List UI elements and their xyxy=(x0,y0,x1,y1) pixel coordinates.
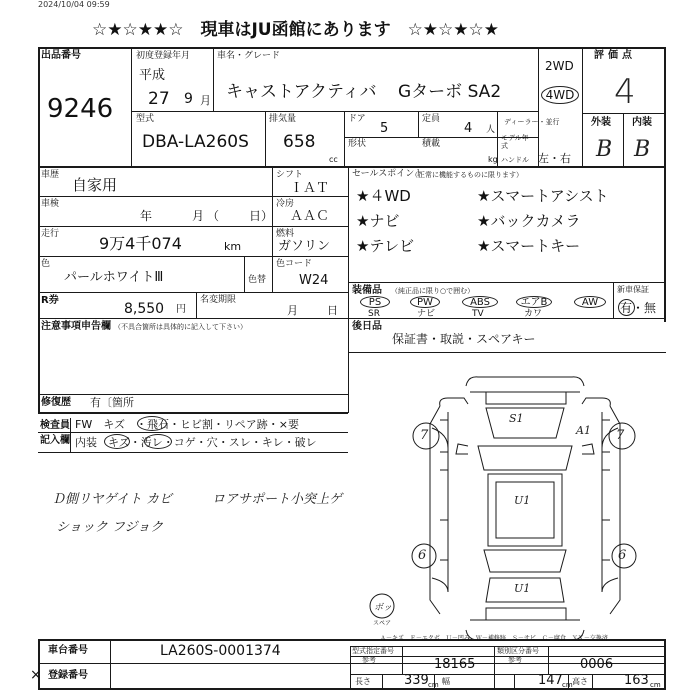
sales-point-5: ★テレビ xyxy=(356,237,415,255)
banner-text: ☆★☆★★☆ 現車はJU函館にあります ☆★☆★☆★ xyxy=(92,20,500,40)
sales-point-4: ★バックカメラ xyxy=(477,212,581,230)
first-reg-year: 27 xyxy=(148,89,170,109)
equip-navi: ナビ xyxy=(417,309,436,319)
first-reg-month: 9 xyxy=(184,91,193,107)
equip-airbag: エアB xyxy=(516,296,552,308)
type-cert-ref: 参考 xyxy=(362,656,376,664)
repair-label: 修復歴 xyxy=(41,397,71,408)
damage-mark-u1-roof: U1 xyxy=(514,494,531,507)
repair-value: 有〔箇所 xyxy=(90,396,134,409)
notes-sub: （不具合箇所は具体的に記入して下さい） xyxy=(114,323,247,331)
sales-point-1: ★４WD xyxy=(356,187,411,205)
first-reg-era: 平成 xyxy=(139,68,166,83)
shift-value: ＩＡＴ xyxy=(290,181,330,196)
load-label: 積載 xyxy=(422,139,441,149)
capacity-value: 4 xyxy=(464,121,473,136)
name-change-label: 名変期限 xyxy=(200,295,237,305)
sales-point-2: ★スマートアシスト xyxy=(477,187,609,205)
first-reg-month-unit: 月 xyxy=(200,94,211,107)
load-unit: kg xyxy=(488,155,498,164)
exterior-label: 外装 xyxy=(591,117,611,128)
check-label-2: 記入欄 xyxy=(40,435,70,446)
length-label: 長さ xyxy=(355,677,371,686)
check-row-exterior: FW キズ ・飛石・ヒビ割・リペア跡・×要 xyxy=(75,418,299,431)
width-unit: cm xyxy=(562,681,573,689)
sales-point-3: ★ナビ xyxy=(356,212,400,230)
new-car-warranty-value: 有・無 xyxy=(620,301,657,315)
equip-pw: PW xyxy=(410,296,440,308)
length-unit: cm xyxy=(428,681,439,689)
sales-points-label: セールスポイント xyxy=(352,169,424,179)
shape-label: 形状 xyxy=(348,139,367,149)
color-label: 色 xyxy=(41,259,51,269)
damage-mark-a1: A1 xyxy=(576,424,591,437)
inspection-label: 車検 xyxy=(41,199,60,209)
category-value: 0006 xyxy=(580,657,614,672)
inspection-month: 月 xyxy=(192,209,205,223)
fuel-value: ガソリン xyxy=(278,239,331,254)
inspection-day: 日） xyxy=(249,209,274,223)
equip-leather: カワ xyxy=(524,309,543,319)
height-unit: cm xyxy=(650,681,661,689)
inspection-year: 年 xyxy=(140,209,153,223)
equip-abs: ABS xyxy=(462,296,498,308)
later-items-value: 保証書・取説・スペアキー xyxy=(392,332,536,346)
chassis-label: 車台番号 xyxy=(48,645,88,656)
model-code: DBA-LA260S xyxy=(142,132,249,152)
check-row-interior: 内装 キズ・汚レ・コゲ・穴・スレ・キレ・破レ xyxy=(75,436,317,449)
handle-label: ハンドル xyxy=(501,156,529,164)
damage-mark-6-left: 6 xyxy=(418,548,427,563)
interior-label: 内装 xyxy=(632,117,652,128)
equip-sr: SR xyxy=(368,309,380,319)
category-ref: 参考 xyxy=(508,656,522,664)
damage-mark-u1-rear: U1 xyxy=(514,582,531,595)
color-code-value: W24 xyxy=(299,273,329,288)
category-label: 類別区分番号 xyxy=(497,647,539,655)
rating-label: 評価点 xyxy=(594,50,636,61)
damage-mark-7-left: 7 xyxy=(420,428,429,443)
footer-x-mark: × xyxy=(30,667,42,683)
color-code-label: 色コード xyxy=(276,259,313,269)
width-value: 147 xyxy=(538,673,563,688)
handwritten-note-2: ロアサポート小突上ゲ xyxy=(212,492,343,507)
sales-points-note: （正常に機能するものに限ります） xyxy=(411,171,523,179)
mileage-label: 走行 xyxy=(41,229,60,239)
spare-tire-mark: ボッ xyxy=(374,603,393,613)
recycle-label: R券 xyxy=(41,295,59,306)
lot-label: 出品番号 xyxy=(41,50,81,61)
equip-ps: PS xyxy=(360,296,390,308)
drive-4wd-circled: 4WD xyxy=(541,86,579,104)
new-car-warranty-label: 新車保証 xyxy=(617,285,649,294)
name-change-month: 月 xyxy=(287,304,298,317)
handwritten-note-3: ショック フジョク xyxy=(56,520,164,535)
damage-mark-s1: S1 xyxy=(509,412,524,425)
model-code-label: 型式 xyxy=(136,114,155,124)
doors-value: 5 xyxy=(380,121,389,136)
mileage-unit: km xyxy=(224,240,242,253)
color-swap-label: 色替 xyxy=(248,275,267,285)
equipment-note: （純正品に限り○で囲む） xyxy=(391,287,475,295)
doors-label: ドア xyxy=(348,114,366,124)
length-value: 339 xyxy=(404,673,429,688)
timestamp: 2024/10/04 09:59 xyxy=(38,0,110,9)
exterior-grade: B xyxy=(596,137,613,162)
equip-aw: AW xyxy=(574,296,606,308)
history-value: 自家用 xyxy=(72,176,118,194)
capacity-unit: 人 xyxy=(486,125,496,135)
check-label-1: 検査員 xyxy=(40,420,70,431)
damage-mark-6-right: 6 xyxy=(618,548,627,563)
model-name-label: 車名・グレード xyxy=(217,51,281,61)
damage-mark-7-right: 7 xyxy=(616,428,625,443)
width-label: 幅 xyxy=(442,677,450,686)
equip-tv: TV xyxy=(472,309,484,319)
history-label: 車歴 xyxy=(41,170,60,180)
recycle-unit: 円 xyxy=(176,304,186,315)
interior-grade: B xyxy=(634,137,651,162)
chassis-number: LA260S-0001374 xyxy=(160,643,281,659)
sales-point-6: ★スマートキー xyxy=(477,237,581,255)
type-cert-label: 型式指定番号 xyxy=(352,647,394,655)
spare-tire-label: スペア xyxy=(373,620,392,627)
color-value: パールホワイトⅢ xyxy=(64,270,164,285)
displacement-value: 658 xyxy=(283,132,316,152)
grade: Gターボ SA2 xyxy=(398,82,502,102)
equipment-label: 装備品 xyxy=(352,285,382,296)
first-reg-label: 初度登録年月 xyxy=(136,51,191,61)
displacement-unit: cc xyxy=(329,155,338,164)
capacity-label: 定員 xyxy=(422,114,441,124)
inspection-paren: （ xyxy=(207,209,220,223)
aircon-label: 冷房 xyxy=(276,199,295,209)
dealer-label: ディーラー・並行 xyxy=(504,118,560,126)
name-change-day: 日 xyxy=(327,304,338,317)
notes-label: 注意事項申告欄 xyxy=(41,321,111,332)
later-items-label: 後日品 xyxy=(352,321,382,332)
type-cert-value: 18165 xyxy=(434,657,476,672)
damage-legend: Ａ－キズ Ｅ－エクボ Ｕ－凹み Ｗ－補修跡 Ｓ－サビ Ｃ－腐食 ＸＸ－交換済 xyxy=(380,635,608,642)
height-value: 163 xyxy=(624,673,649,688)
drive-2wd: 2WD xyxy=(545,59,574,73)
rating-value: 4 xyxy=(614,72,636,112)
handwritten-note-1: Ｄ側リヤゲイト カビ xyxy=(52,492,172,507)
registration-label: 登録番号 xyxy=(48,670,88,681)
mileage-value: 9万4千074 xyxy=(99,234,182,253)
model-year-label: モデル年式 xyxy=(501,134,529,150)
displacement-label: 排気量 xyxy=(269,114,297,124)
height-label: 高さ xyxy=(572,677,588,686)
fuel-label: 燃料 xyxy=(276,229,295,239)
model-name: キャストアクティバ xyxy=(226,82,377,102)
lot-number: 9246 xyxy=(47,94,114,124)
aircon-value: ＡＡＣ xyxy=(290,209,330,224)
handle-value: 左・右 xyxy=(538,152,571,165)
shift-label: シフト xyxy=(276,170,304,180)
recycle-value: 8,550 xyxy=(124,301,165,317)
